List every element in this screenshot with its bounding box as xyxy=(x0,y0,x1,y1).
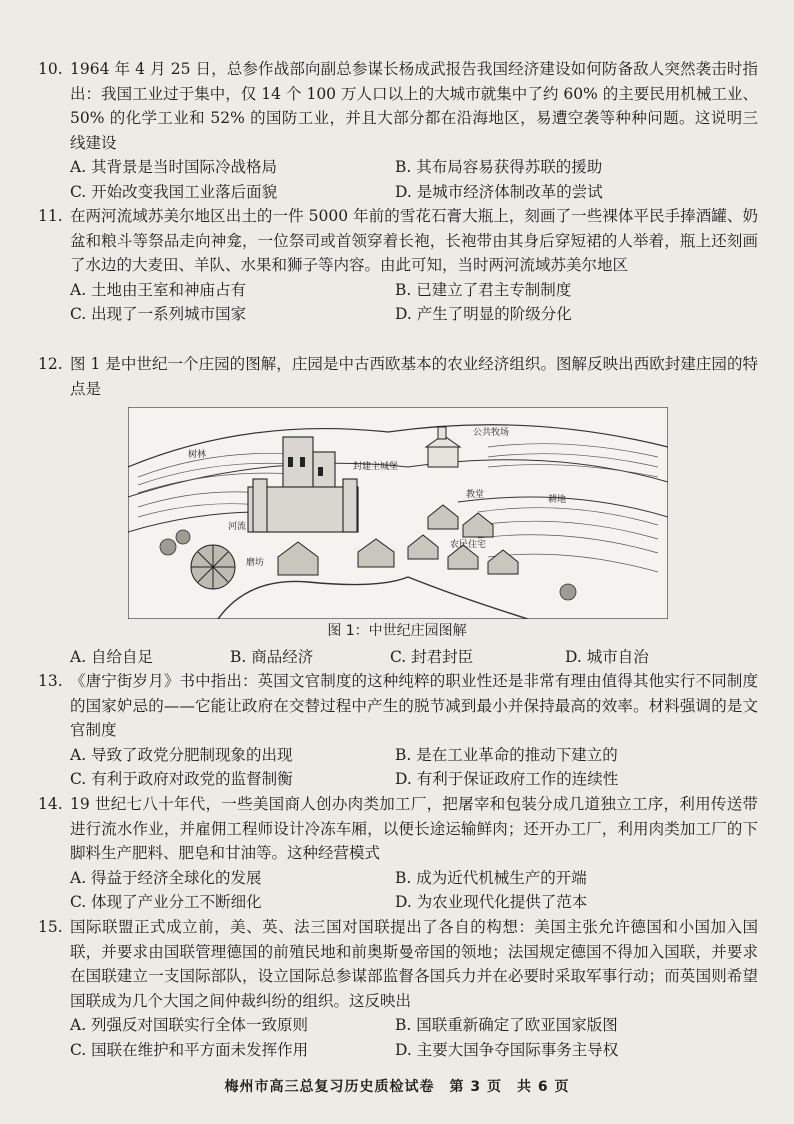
question-10 xyxy=(38,57,758,204)
question-stem: 《唐宁街岁月》书中指出：英国文官制度的这种纯粹的职业性还是非常有理由值得其他实行不同制度的国家妒忌的——它能让政府在交替过程中产生的脱节减到最小并保持最高的效率。材料强调的是文官制度 xyxy=(70,672,758,739)
figure-caption: 图 1：中世纪庄园图解 xyxy=(327,623,467,639)
option-b[interactable]: B. 其布局容易获得苏联的援助 xyxy=(395,158,603,176)
label-mill: 磨坊 xyxy=(246,558,265,568)
option-c[interactable]: C. 国联在维护和平方面未发挥作用 xyxy=(70,1040,309,1059)
option-d[interactable]: D. 城市自治 xyxy=(565,648,649,666)
question-stem: 国际联盟正式成立前，美、英、法三国对国联提出了各自的构想：美国主张允许德国和小国加入国联，并要求由国联管理德国的前殖民地和前奥斯曼帝国的领地；法国规定德国不得加入国联，并要求在国联建立一支国际部队，设立国际总参谋部监督各国兵力并在必要时采取军事行动；而英国则希望国联成为几个大国之间仲裁纠纷的组织。这反映出 xyxy=(70,918,758,1010)
options xyxy=(38,743,758,792)
question-15 xyxy=(38,915,758,1062)
option-c[interactable]: C. 体现了产业分工不断细化 xyxy=(70,893,262,911)
option-d[interactable]: D. 有利于保证政府工作的连续性 xyxy=(395,770,619,788)
question-14 xyxy=(38,792,758,915)
option-d[interactable]: D. 主要大国争夺国际事务主导权 xyxy=(395,1040,619,1059)
question-13 xyxy=(38,669,758,792)
question-number: 14. xyxy=(38,795,63,813)
question-11 xyxy=(38,204,758,327)
options xyxy=(38,155,758,204)
options xyxy=(38,278,758,327)
question-number: 13. xyxy=(38,672,63,690)
option-c[interactable]: C. 有利于政府对政党的监督制衡 xyxy=(70,770,293,788)
page-footer: 梅州市高三总复习历史质检试卷 第 3 页 共 6 页 xyxy=(224,1079,570,1095)
option-b[interactable]: B. 商品经济 xyxy=(230,648,314,666)
option-d[interactable]: D. 为农业现代化提供了范本 xyxy=(395,893,588,911)
label-church: 教堂 xyxy=(466,490,485,500)
question-stem: 19 世纪七八十年代，一些美国商人创办肉类加工厂，把屠宰和包装分成几道独立工序，利用传送带进行流水作业，并雇佣工程师设计冷冻车厢，以便长途运输鲜肉；还开办工厂，利用肉类加工厂的下脚料生产肥料、肥皂和甘油等。这种经营模式 xyxy=(70,795,758,862)
option-a[interactable]: A. 其背景是当时国际冷战格局 xyxy=(70,158,278,176)
manor-illustration xyxy=(128,407,668,619)
question-number: 12. xyxy=(38,355,63,373)
option-a[interactable]: A. 列强反对国联实行全体一致原则 xyxy=(70,1016,309,1034)
option-a[interactable]: A. 得益于经济全球化的发展 xyxy=(70,868,262,887)
question-number: 11. xyxy=(38,207,63,225)
question-number: 10. xyxy=(38,60,63,78)
option-a[interactable]: A. 土地由王室和神庙占有 xyxy=(70,280,247,299)
manor-drawing xyxy=(128,407,668,619)
option-b[interactable]: B. 成为近代机械生产的开端 xyxy=(395,868,587,887)
option-d[interactable]: D. 产生了明显的阶级分化 xyxy=(395,305,572,323)
option-a[interactable]: A. 自给自足 xyxy=(70,648,154,666)
question-number: 15. xyxy=(38,918,63,936)
options xyxy=(38,866,758,915)
label-woods: 树林 xyxy=(188,450,207,460)
question-12-options xyxy=(70,645,770,667)
option-a[interactable]: A. 导致了政党分肥制现象的出现 xyxy=(70,745,293,764)
option-b[interactable]: B. 国联重新确定了欧亚国家版图 xyxy=(395,1016,618,1034)
question-stem: 图 1 是中世纪一个庄园的图解，庄园是中古西欧基本的农业经济组织。图解反映出西欧封建庄园的特点是 xyxy=(70,355,758,398)
option-b[interactable]: B. 是在工业革命的推动下建立的 xyxy=(395,745,618,764)
options xyxy=(38,1013,758,1062)
label-village: 农民住宅 xyxy=(450,540,487,550)
question-12 xyxy=(38,352,758,401)
question-stem: 1964 年 4 月 25 日，总参作战部向副总参谋长杨成武报告我国经济建设如何防备敌人突然袭击时指出：我国工业过于集中，仅 14 个 100 万人口以上的大城市就集中了约 60% 的主要民用机械工业、50% 的化学工业和 52% 的国防工业，并且大部分都在沿海地区，易遭空袭等种种问题。这说明三线建设 xyxy=(70,60,758,152)
question-stem: 在两河流域苏美尔地区出土的一件 5000 年前的雪花石膏大瓶上，刻画了一些裸体平民手捧酒罐、奶盆和粮斗等祭品走向神龛，一位祭司或首领穿着长袍，长袍带由其身后穿短裙的人举着，瓶上还刻画了水边的大麦田、羊队、水果和狮子等内容。由此可知，当时两河流域苏美尔地区 xyxy=(70,207,758,274)
option-c[interactable]: C. 出现了一系列城市国家 xyxy=(70,305,247,323)
label-river: 河流 xyxy=(228,522,247,532)
option-c[interactable]: C. 开始改变我国工业落后面貌 xyxy=(70,182,278,201)
option-d[interactable]: D. 是城市经济体制改革的尝试 xyxy=(395,182,603,201)
option-b[interactable]: B. 已建立了君主专制制度 xyxy=(395,280,572,299)
label-common: 公共牧场 xyxy=(473,428,510,438)
option-c[interactable]: C. 封君封臣 xyxy=(390,648,474,666)
label-field: 耕地 xyxy=(548,495,567,505)
label-castle: 封建主城堡 xyxy=(353,462,399,472)
